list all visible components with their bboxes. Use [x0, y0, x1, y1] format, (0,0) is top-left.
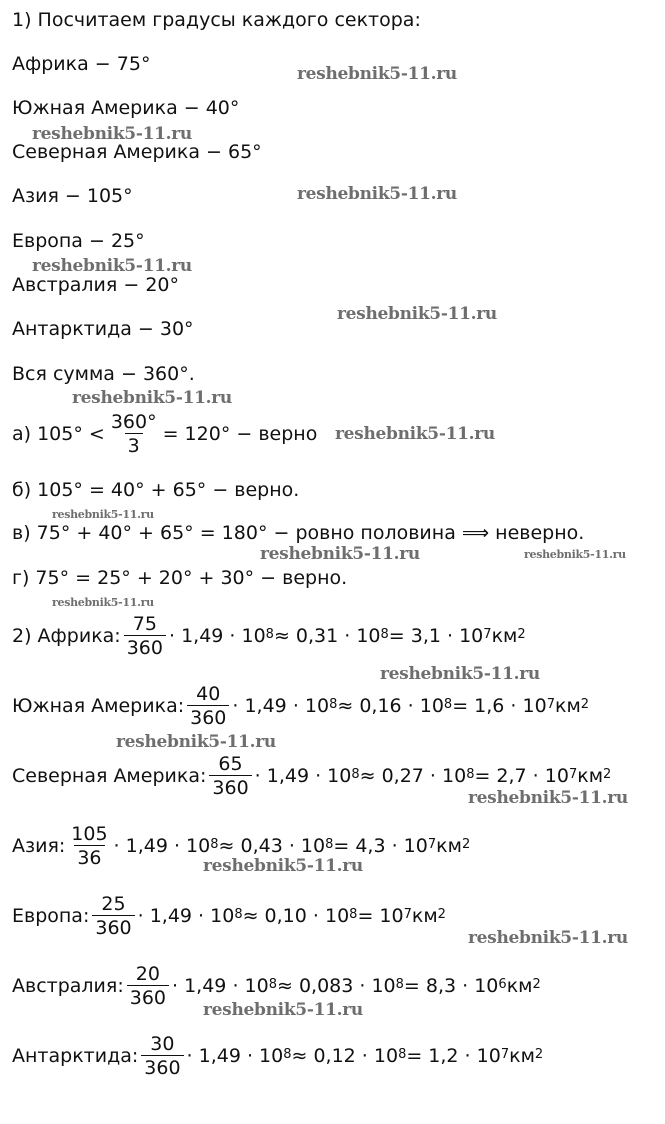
approx-value: ≈ 0,083 · 10: [276, 975, 396, 997]
result-exponent: 6: [498, 976, 507, 992]
unit-exponent: 2: [534, 1046, 544, 1062]
multiplier: · 1,49 · 10: [254, 765, 352, 787]
multiplier-exponent: 8: [265, 626, 274, 642]
fraction-denominator: 36: [74, 845, 104, 870]
watermark: reshebnik5-11.ru: [52, 508, 154, 521]
result-exponent: 7: [546, 696, 555, 712]
unit-exponent: 2: [461, 836, 471, 852]
sector-antarctica: Антарктида − 30°: [12, 318, 194, 340]
unit-exponent: 2: [517, 626, 526, 642]
fraction-numerator: 75: [132, 612, 157, 635]
area-row: [12, 886, 446, 946]
watermark: reshebnik5-11.ru: [32, 256, 192, 276]
multiplier: · 1,49 · 10: [172, 975, 269, 997]
watermark: reshebnik5-11.ru: [203, 1000, 363, 1020]
unit-exponent: 2: [437, 906, 446, 922]
check-b: б) 105° = 40° + 65° − верно.: [12, 479, 300, 501]
multiplier-exponent: 8: [283, 1046, 292, 1062]
continent-label: Европа:: [12, 905, 90, 927]
watermark: reshebnik5-11.ru: [337, 304, 497, 324]
watermark: reshebnik5-11.ru: [116, 732, 276, 752]
fraction-denominator: 360: [92, 915, 134, 940]
fraction-denominator: 360: [209, 775, 251, 800]
fraction-denominator: 360: [187, 705, 229, 730]
unit: км: [554, 695, 581, 717]
multiplier: · 1,49 · 10: [113, 835, 211, 857]
multiplier: · 1,49 · 10: [186, 1045, 284, 1067]
sector-north-america: Северная Америка − 65°: [12, 141, 262, 163]
multiplier-exponent: 8: [210, 836, 219, 852]
degree-fraction: [124, 613, 166, 660]
result-value: = 1,2 · 10: [406, 1045, 501, 1067]
multiplier-exponent: 8: [234, 906, 243, 922]
check-c: в) 75° + 40° + 65° = 180° − ровно половина ⟹ неверно.: [12, 522, 585, 544]
sector-europe: Европа − 25°: [12, 230, 145, 252]
approx-exponent: 8: [349, 906, 358, 922]
degree-fraction: [127, 963, 169, 1010]
multiplier: · 1,49 · 10: [137, 905, 235, 927]
approx-value: ≈ 0,43 · 10: [218, 835, 326, 857]
approx-exponent: 8: [380, 626, 389, 642]
check-a-fraction: [108, 411, 160, 458]
unit-exponent: 2: [603, 766, 612, 782]
approx-value: ≈ 0,10 · 10: [242, 905, 350, 927]
result-value: = 8,3 · 10: [403, 975, 499, 997]
approx-value: ≈ 0,31 · 10: [273, 625, 381, 647]
approx-exponent: 8: [325, 836, 334, 852]
watermark: reshebnik5-11.ru: [72, 388, 232, 408]
fraction-numerator: 25: [101, 892, 126, 915]
watermark: reshebnik5-11.ru: [260, 544, 420, 564]
continent-label: Австралия:: [12, 975, 124, 997]
result-exponent: 7: [568, 766, 578, 782]
watermark: reshebnik5-11.ru: [380, 664, 540, 684]
approx-value: ≈ 0,12 · 10: [291, 1045, 399, 1067]
check-a-post: = 120° − верно: [162, 423, 318, 445]
check-a-pre: а) 105° <: [12, 423, 105, 445]
sector-asia: Азия − 105°: [12, 185, 133, 207]
multiplier-exponent: 8: [268, 976, 277, 992]
unit: км: [411, 905, 438, 927]
approx-exponent: 8: [398, 1046, 407, 1062]
fraction-denominator: 360: [124, 635, 166, 660]
degree-fraction: [141, 1033, 183, 1080]
multiplier-exponent: 8: [351, 766, 360, 782]
check-a: [12, 404, 317, 464]
area-row: [12, 606, 526, 666]
fraction-numerator: 40: [196, 682, 221, 705]
result-exponent: 7: [500, 1046, 510, 1062]
result-value: = 10: [357, 905, 404, 927]
approx-exponent: 8: [466, 766, 475, 782]
area-row: [12, 1026, 543, 1086]
continent-label: Азия:: [12, 835, 66, 857]
degree-fraction: [68, 823, 110, 870]
unit-exponent: 2: [532, 976, 541, 992]
watermark: reshebnik5-11.ru: [52, 596, 154, 609]
result-value: = 2,7 · 10: [474, 765, 569, 787]
approx-value: ≈ 0,16 · 10: [337, 695, 444, 717]
continent-label: Северная Америка:: [12, 765, 207, 787]
section-heading: 1) Посчитаем градусы каждого сектора:: [12, 9, 421, 31]
watermark: reshebnik5-11.ru: [297, 64, 457, 84]
continent-label: Антарктида:: [12, 1045, 139, 1067]
unit: км: [436, 835, 462, 857]
approx-value: ≈ 0,27 · 10: [359, 765, 467, 787]
multiplier-exponent: 8: [329, 696, 338, 712]
watermark: reshebnik5-11.ru: [297, 184, 457, 204]
result-exponent: 7: [483, 626, 492, 642]
area-row: [12, 676, 589, 736]
result-exponent: 7: [427, 836, 437, 852]
degree-fraction: [92, 893, 134, 940]
continent-label: 2) Африка:: [12, 625, 121, 647]
total-sum: Вся сумма − 360°.: [12, 363, 195, 385]
watermark: reshebnik5-11.ru: [32, 124, 192, 144]
watermark: reshebnik5-11.ru: [335, 424, 495, 444]
fraction-numerator: 65: [218, 752, 243, 775]
sector-south-america: Южная Америка − 40°: [12, 97, 240, 119]
continent-label: Южная Америка:: [12, 695, 185, 717]
unit: км: [506, 975, 533, 997]
fraction-numerator: 30: [150, 1032, 175, 1055]
degree-fraction: [209, 753, 251, 800]
watermark: reshebnik5-11.ru: [468, 928, 628, 948]
fraction-numerator: 105: [71, 822, 108, 845]
watermark: reshebnik5-11.ru: [468, 788, 628, 808]
approx-exponent: 8: [443, 696, 453, 712]
degree-fraction: [187, 683, 229, 730]
result-value: = 3,1 · 10: [388, 625, 484, 647]
watermark: reshebnik5-11.ru: [524, 548, 626, 561]
check-a-numerator: 360°: [110, 410, 157, 433]
check-a-denominator: 3: [125, 433, 143, 458]
unit-exponent: 2: [580, 696, 590, 712]
result-exponent: 7: [403, 906, 412, 922]
fraction-numerator: 20: [135, 962, 160, 985]
result-value: = 1,6 · 10: [452, 695, 547, 717]
result-value: = 4,3 · 10: [333, 835, 428, 857]
multiplier: · 1,49 · 10: [232, 695, 330, 717]
approx-exponent: 8: [395, 976, 404, 992]
unit: км: [509, 1045, 535, 1067]
unit: км: [577, 765, 604, 787]
sector-africa: Африка − 75°: [12, 53, 151, 75]
check-d: г) 75° = 25° + 20° + 30° − верно.: [12, 567, 348, 589]
watermark: reshebnik5-11.ru: [203, 856, 363, 876]
sector-australia: Австралия − 20°: [12, 274, 180, 296]
unit: км: [491, 625, 518, 647]
fraction-denominator: 360: [127, 985, 169, 1010]
fraction-denominator: 360: [141, 1055, 183, 1080]
multiplier: · 1,49 · 10: [168, 625, 266, 647]
